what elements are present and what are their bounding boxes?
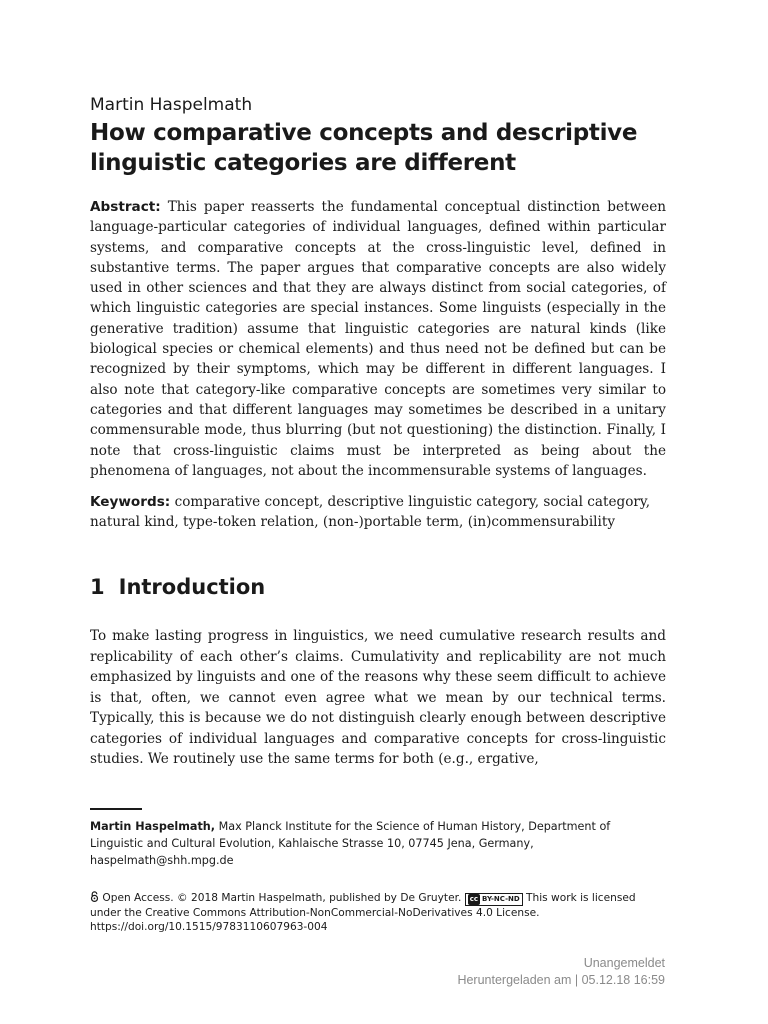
cc-badge-text: BY-NC-ND bbox=[482, 895, 520, 903]
abstract-label: Abstract: bbox=[90, 199, 161, 215]
watermark-line2: Heruntergeladen am | 05.12.18 16:59 bbox=[457, 973, 665, 987]
paper-title: How comparative concepts and descriptive linguistic categories are different bbox=[90, 120, 638, 176]
watermark-line1: Unangemeldet bbox=[583, 956, 665, 970]
section-number: 1 bbox=[90, 575, 105, 599]
abstract bbox=[90, 197, 666, 481]
author-email[interactable]: haspelmath@shh.mpg.de bbox=[90, 854, 234, 867]
license-prefix: Open Access. © 2018 Martin Haspelmath, published by De Gruyter. bbox=[102, 892, 462, 904]
cc-icon: cc bbox=[469, 895, 479, 903]
author-name: Martin Haspelmath bbox=[90, 95, 253, 115]
abstract-text: This paper reasserts the fundamental conceptual distinction between language-particular categories of individual languages, defined within particular systems, and comparative concepts at the cross-linguistic level, defined in substantive terms. The paper argues that comparative concepts are also widely used in other sciences and that they are always distinct from social categories, of which linguistic categories are special instances. Some linguists (especially in the generative tradition) assume that linguistic categories are natural kinds (like biological species or chemical elements) and thus need not be defined but can be recognized by their symptoms, which may be different in different languages. I also note that category-like comparative concepts are sometimes very similar to categories and that different languages may sometimes be described in a unitary commensurable mode, thus blurring (but not questioning) the distinction. Finally, I note that cross-linguistic claims must be interpreted as being about the phenomena of languages, not about the incommensurable systems of languages. bbox=[90, 199, 666, 479]
footnote-divider bbox=[90, 808, 142, 810]
download-watermark bbox=[457, 955, 665, 989]
keywords-text: comparative concept, descriptive linguistic category, social category, natural kind, type-token relation, (non-)portable term, (in)commensurability bbox=[90, 494, 651, 531]
keywords-label: Keywords: bbox=[90, 494, 171, 510]
open-access-lock-icon bbox=[90, 891, 99, 902]
affiliation-author: Martin Haspelmath, bbox=[90, 820, 216, 833]
cc-license-badge[interactable] bbox=[465, 893, 523, 906]
affiliation-text: Max Planck Institute for the Science of Human History, Department of Linguistic and Cultural Evolution, Kahlaische Strasse 10, 07745 Jena, Germany, bbox=[90, 820, 611, 850]
section-heading bbox=[90, 575, 265, 599]
author-affiliation bbox=[90, 818, 666, 869]
section-body: To make lasting progress in linguistics, we need cumulative research results and replicability of each other’s claims. Cumulativity and replicability are not much emphasized by linguists and one of the reasons why these seem difficult to achieve is that, often, we cannot even agree what we mean by our technical terms. Typically, this is because we do not distinguish clearly enough between descriptive categories of individual languages and comparative concepts for cross-linguistic studies. We routinely use the same terms for both (e.g., ergative, bbox=[90, 628, 666, 767]
keywords bbox=[90, 492, 666, 533]
doi-link[interactable]: https://doi.org/10.1515/9783110607963-004 bbox=[90, 921, 328, 934]
license-notice bbox=[90, 891, 666, 935]
license-suffix: This work is licensed under the Creative Commons Attribution-NonCommercial-NoDerivatives 4.0 License. bbox=[90, 892, 636, 919]
section-title: Introduction bbox=[118, 575, 266, 599]
